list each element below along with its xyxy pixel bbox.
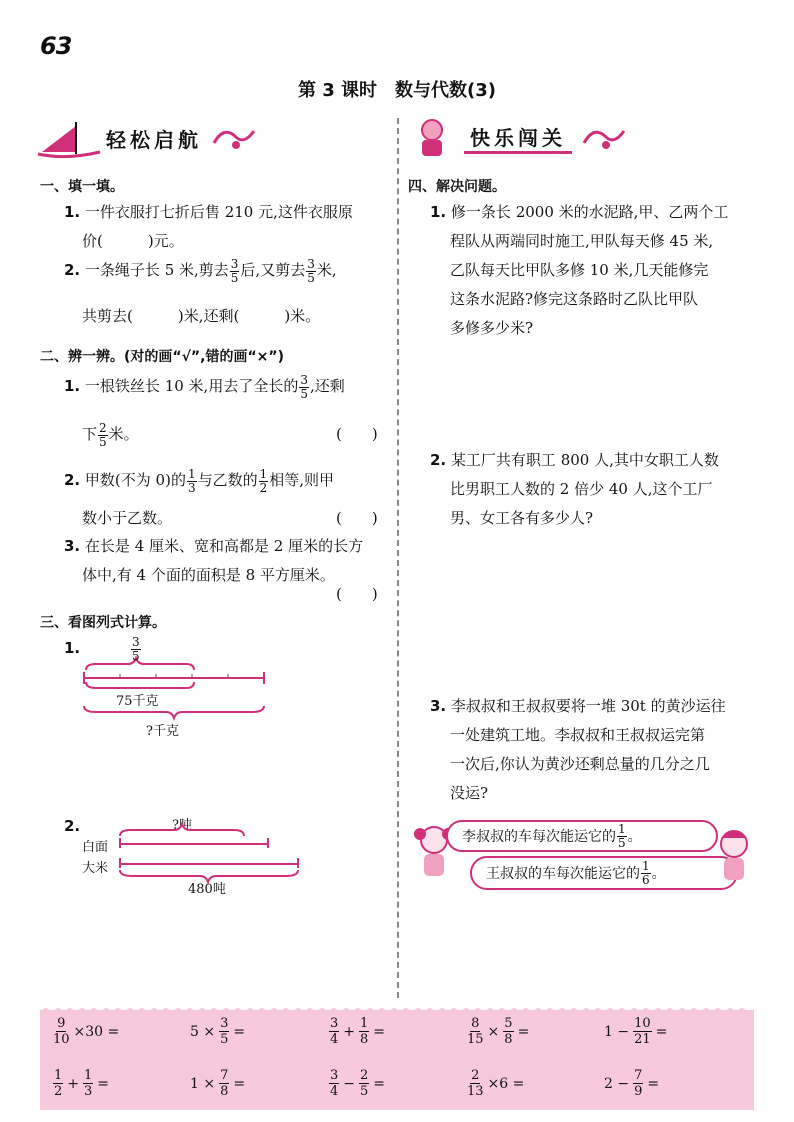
s4-question-3 xyxy=(430,692,770,808)
q-text: 一处建筑工地。李叔叔和王叔叔运完第 xyxy=(450,726,706,744)
fraction: $\frac{3}{5}$ xyxy=(220,1016,229,1047)
s1-question-1 xyxy=(64,198,394,256)
fraction: $\frac{2}{13}$ xyxy=(467,1068,484,1099)
character-icon xyxy=(410,116,464,160)
fraction: $\frac{10}{21}$ xyxy=(634,1016,651,1047)
s2-question-2 xyxy=(64,466,394,495)
fraction: $\frac{7}{8}$ xyxy=(220,1068,229,1099)
s2-question-1 xyxy=(64,372,394,401)
q-text: 乙队每天比甲队多修 10 米,几天能修完 xyxy=(450,261,709,279)
row-label-flour: 白面 xyxy=(82,840,109,855)
fraction: $\frac{3}{5}$ xyxy=(307,256,315,285)
answer-paren[interactable]: ( ) xyxy=(336,509,378,527)
section-3-heading: 三、看图列式计算。 xyxy=(40,615,166,631)
fraction: $\frac{1}{8}$ xyxy=(360,1016,369,1047)
swirl-icon xyxy=(210,123,260,153)
calc-exercise: 5 × $\frac{3}{5}$ = xyxy=(190,1016,246,1047)
q-text: 李叔叔和王叔叔要将一堆 30t 的黄沙运往 xyxy=(450,697,726,715)
calc-exercise: $\frac{8}{15}$ × $\frac{5}{8}$ = xyxy=(467,1016,530,1047)
q-text: 与乙数的 xyxy=(197,471,258,489)
left-banner xyxy=(36,116,296,160)
diagram-1-label-unknown: ?千克 xyxy=(146,724,179,739)
q-text: 一根铁丝长 10 米,用去了全长的 xyxy=(84,377,299,395)
calc-exercise: $\frac{1}{2}$ + $\frac{1}{3}$ = xyxy=(54,1068,110,1099)
calc-exercise: $\frac{9}{10}$ ×30 = xyxy=(53,1016,120,1047)
fraction: $\frac{2}{5}$ xyxy=(99,420,107,449)
column-divider xyxy=(397,118,399,998)
q-text: 相等,则甲 xyxy=(269,471,335,489)
diagram-2-label-480: 480吨 xyxy=(188,882,226,897)
fraction: $\frac{1}{2}$ xyxy=(259,466,268,495)
q-text: 程队从两端同时施工,甲队每天修 45 米, xyxy=(450,232,714,250)
fraction: $\frac{3}{4}$ xyxy=(330,1068,339,1099)
section-2-heading: 二、辨一辨。(对的画“√”,错的画“×”) xyxy=(40,349,284,365)
calc-exercise: 1 − $\frac{10}{21}$ = xyxy=(604,1016,668,1047)
fraction: $\frac{9}{10}$ xyxy=(53,1016,70,1047)
left-banner-title: 轻松启航 xyxy=(106,127,202,152)
calc-row-2 xyxy=(52,1068,742,1099)
diagram-1-label-75: 75千克 xyxy=(116,694,159,709)
fraction: $\frac{2}{5}$ xyxy=(360,1068,369,1099)
q-text: 某工厂共有职工 800 人,其中女职工人数 xyxy=(450,451,719,469)
section-1-heading: 一、填一填。 xyxy=(40,179,124,195)
q-number: 1. xyxy=(430,203,447,221)
q-text: 比男职工人数的 2 倍少 40 人,这个工厂 xyxy=(450,480,713,498)
q-number: 3. xyxy=(64,537,81,555)
s1-question-2-line2: 共剪去( )米,还剩( )米。 xyxy=(82,307,321,325)
calc-exercise: 2 − $\frac{7}{9}$ = xyxy=(604,1068,660,1099)
wave-edge xyxy=(40,1002,754,1014)
fraction: $\frac{1}{3}$ xyxy=(187,466,196,495)
q-number: 1. xyxy=(64,203,81,221)
brace-bottom xyxy=(84,706,264,718)
s4-question-2 xyxy=(430,446,770,533)
right-banner xyxy=(410,116,670,160)
q-number: 2. xyxy=(64,261,81,279)
answer-paren[interactable]: ( ) xyxy=(336,425,378,443)
section-4-heading: 四、解决问题。 xyxy=(408,179,506,195)
q-text: 价( )元。 xyxy=(82,232,184,250)
q-text: 一件衣服打七折后售 210 元,这件衣服原 xyxy=(84,203,353,221)
s4-question-1 xyxy=(430,198,770,343)
fraction: $\frac{3}{5}$ xyxy=(300,372,308,401)
q-number: 2. xyxy=(430,451,447,469)
q-text: 这条水泥路?修完这条路时乙队比甲队 xyxy=(450,290,699,308)
fraction: $\frac{3}{5}$ xyxy=(230,256,239,285)
q-text: 米, xyxy=(316,261,337,279)
calc-row-1 xyxy=(52,1016,742,1047)
q-text: 多修多少米? xyxy=(450,319,534,337)
fraction: $\frac{7}{9}$ xyxy=(634,1068,643,1099)
q-number: 3. xyxy=(430,697,447,715)
calc-exercise: $\frac{2}{13}$ ×6 = xyxy=(467,1068,525,1099)
q-text: 一条绳子长 5 米,剪去 xyxy=(84,261,229,279)
page-title: 第 3 课时 数与代数(3) xyxy=(297,80,497,101)
fraction: $\frac{1}{3}$ xyxy=(84,1068,93,1099)
q-text: 体中,有 4 个面的面积是 8 平方厘米。 xyxy=(82,566,335,584)
q-text: ,还剩 xyxy=(309,377,345,395)
fraction: $\frac{1}{5}$ xyxy=(618,821,626,850)
swirl-icon xyxy=(580,123,630,153)
q-text: 甲数(不为 0)的 xyxy=(84,471,186,489)
fraction: $\frac{8}{15}$ xyxy=(467,1016,484,1047)
q-text: 在长是 4 厘米、宽和高都是 2 厘米的长方 xyxy=(84,537,364,555)
fraction: $\frac{5}{8}$ xyxy=(504,1016,513,1047)
calc-exercise: 1 × $\frac{7}{8}$ = xyxy=(190,1068,246,1099)
s2-question-1-line2: 下 $\frac{2}{5}$ 米。 xyxy=(82,420,139,449)
brace-top xyxy=(120,824,244,836)
q-text: 后,又剪去 xyxy=(240,261,306,279)
speech-bubble-wang: 王叔叔的车每次能运它的 $\frac{1}{6}$ 。 xyxy=(470,856,738,890)
fraction: $\frac{1}{2}$ xyxy=(54,1068,63,1099)
q-text: 一次后,你认为黄沙还剩总量的几分之几 xyxy=(450,755,710,773)
right-banner-title: 快乐闯关 xyxy=(464,122,572,154)
q-number: 1. xyxy=(64,377,81,395)
calc-exercise: $\frac{3}{4}$ − $\frac{2}{5}$ = xyxy=(330,1068,386,1099)
page-number: 63 xyxy=(40,32,72,60)
s1-question-2 xyxy=(64,256,394,285)
fraction: $\frac{1}{6}$ xyxy=(642,858,650,887)
q-text: 男、女工各有多少人? xyxy=(450,509,594,527)
s2-question-2-line2: 数小于乙数。 xyxy=(82,509,173,527)
diagram-2-label-unknown: ?吨 xyxy=(172,818,192,833)
row-label-rice: 大米 xyxy=(82,861,109,876)
sailboat-icon xyxy=(36,116,106,160)
brace-mid xyxy=(86,682,194,688)
speech-bubble-li: 李叔叔的车每次能运它的 $\frac{1}{5}$ 。 xyxy=(446,820,718,852)
q-text: 没运? xyxy=(450,784,489,802)
q-text: 修一条长 2000 米的水泥路,甲、乙两个工 xyxy=(450,203,729,221)
diagram-1-number: 1. xyxy=(64,639,81,657)
diagram-2-number: 2. xyxy=(64,817,81,835)
answer-paren[interactable]: ( ) xyxy=(336,585,378,603)
fraction: $\frac{3}{4}$ xyxy=(330,1016,339,1047)
diagram-1-fraction: $\frac{3}{5}$ xyxy=(132,635,140,663)
calc-exercise: $\frac{3}{4}$ + $\frac{1}{8}$ = xyxy=(330,1016,386,1047)
girl-icon xyxy=(712,826,758,890)
q-number: 2. xyxy=(64,471,81,489)
